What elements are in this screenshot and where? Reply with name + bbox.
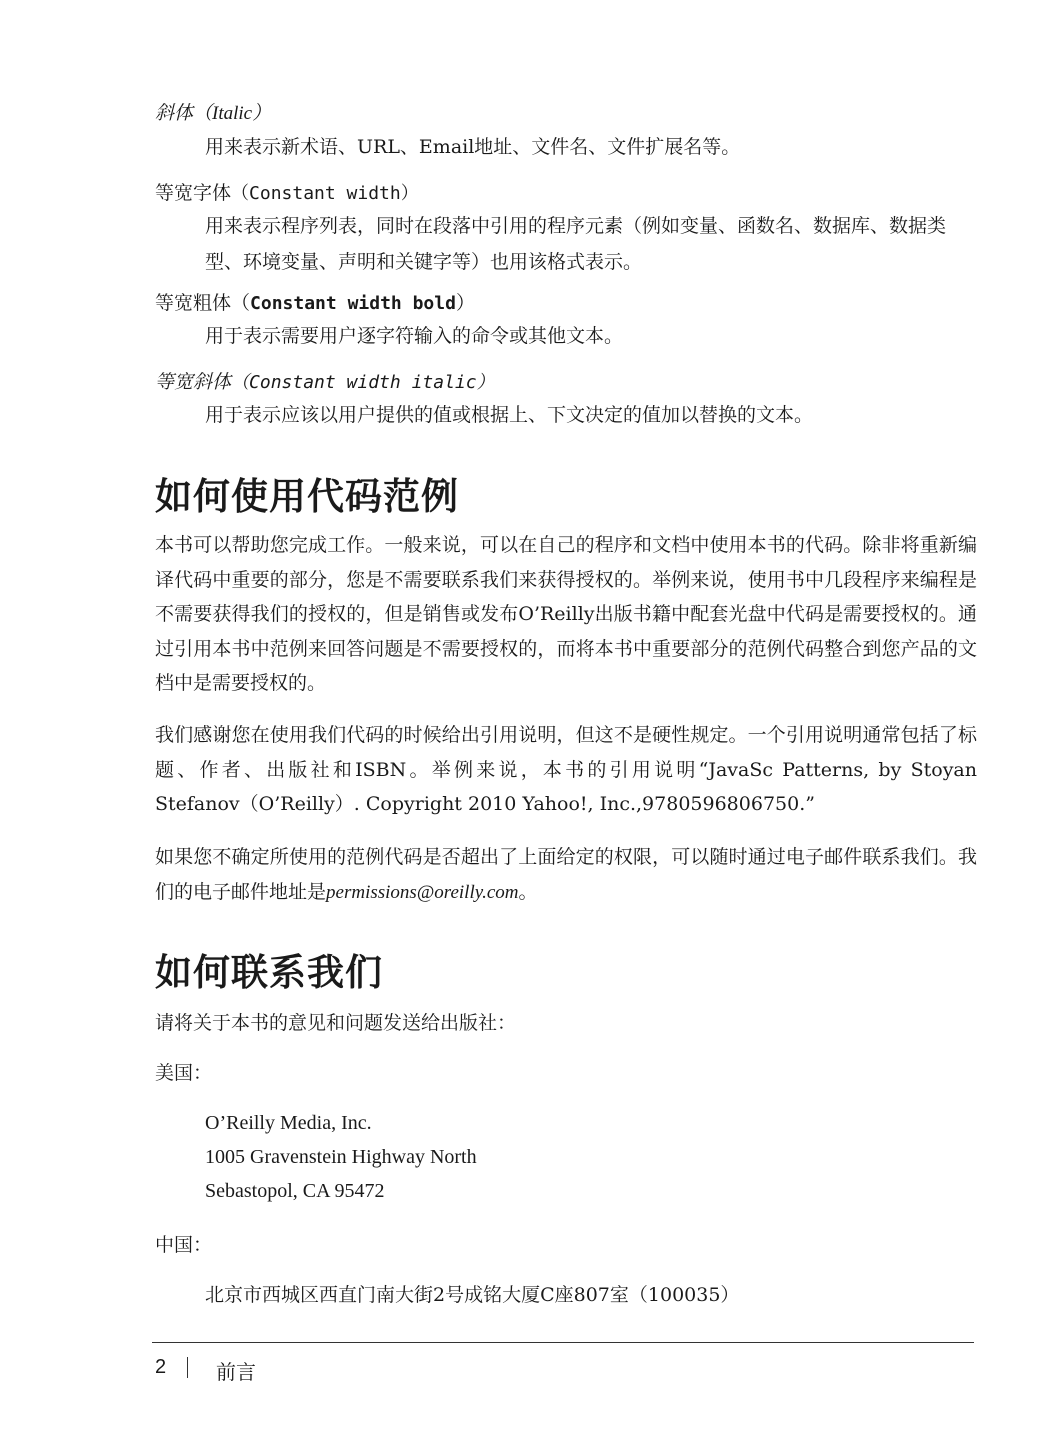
- paragraph-permissions: 如果您不确定所使用的范例代码是否超出了上面给定的权限，可以随时通过电子邮件联系我们。我们的电子邮件地址是permissions@oreilly.com。: [155, 846, 977, 903]
- def-constant-width: 用来表示程序列表，同时在段落中引用的程序元素（例如变量、函数名、数据库、数据类型、环境变量、声明和关键字等）也用该格式表示。: [205, 215, 947, 273]
- footer-section-title: 前言: [216, 1362, 256, 1384]
- def-italic: 用来表示新术语、URL、Email地址、文件名、文件扩展名等。: [205, 136, 741, 158]
- china-address: 北京市西城区西直门南大街2号成铭大厦C座807室（100035）: [205, 1284, 740, 1306]
- email-link[interactable]: permissions@oreilly.com: [326, 881, 519, 903]
- footer-rule: [152, 1342, 974, 1343]
- page-number: 2: [155, 1356, 167, 1378]
- address-line: Sebastopol, CA 95472: [205, 1180, 385, 1202]
- def-constant-width-italic: 用于表示应该以用户提供的值或根据上、下文决定的值加以替换的文本。: [205, 404, 814, 426]
- contact-intro: 请将关于本书的意见和问题发送给出版社：: [155, 1012, 517, 1034]
- def-constant-width-bold: 用于表示需要用户逐字符输入的命令或其他文本。: [205, 325, 624, 347]
- term-constant-width-italic: 等宽斜体（Constant width italic）: [155, 371, 495, 393]
- paragraph-code-usage: 本书可以帮助您完成工作。一般来说，可以在自己的程序和文档中使用本书的代码。除非将重新编译代码中重要的部分，您是不需要联系我们来获得授权的。举例来说，使用书中几段程序来编程是不需要获得我们的授权的，但是销售或发布O’Reilly出版书籍中配套光盘中代码是需要授权的。通过引用本书中范例来回答问题是不需要授权的，而将本书中重要部分的范例代码整合到您产品的文档中是需要授权的。: [155, 534, 977, 694]
- heading-code-examples: 如何使用代码范例: [155, 475, 459, 518]
- address-line: 1005 Gravenstein Highway North: [205, 1146, 477, 1168]
- term-italic: 斜体（Italic）: [155, 102, 272, 124]
- usa-address: [205, 1106, 477, 1208]
- usa-label: 美国：: [155, 1062, 213, 1084]
- footer-divider: [187, 1357, 188, 1378]
- term-constant-width: 等宽字体（Constant width）: [155, 182, 419, 204]
- paragraph-citation: 我们感谢您在使用我们代码的时候给出引用说明，但这不是硬性规定。一个引用说明通常包括了标题、作者、出版社和ISBN。举例来说，本书的引用说明“JavaSc Patterns, by Stoyan Stefanov（O’Reilly）. Copyright 2010 Yahoo!, Inc.,9780596806750.”: [155, 724, 977, 815]
- address-line: O’Reilly Media, Inc.: [205, 1112, 372, 1134]
- term-constant-width-bold: 等宽粗体（Constant width bold）: [155, 292, 475, 314]
- heading-contact-us: 如何联系我们: [155, 951, 383, 994]
- china-label: 中国：: [155, 1234, 213, 1256]
